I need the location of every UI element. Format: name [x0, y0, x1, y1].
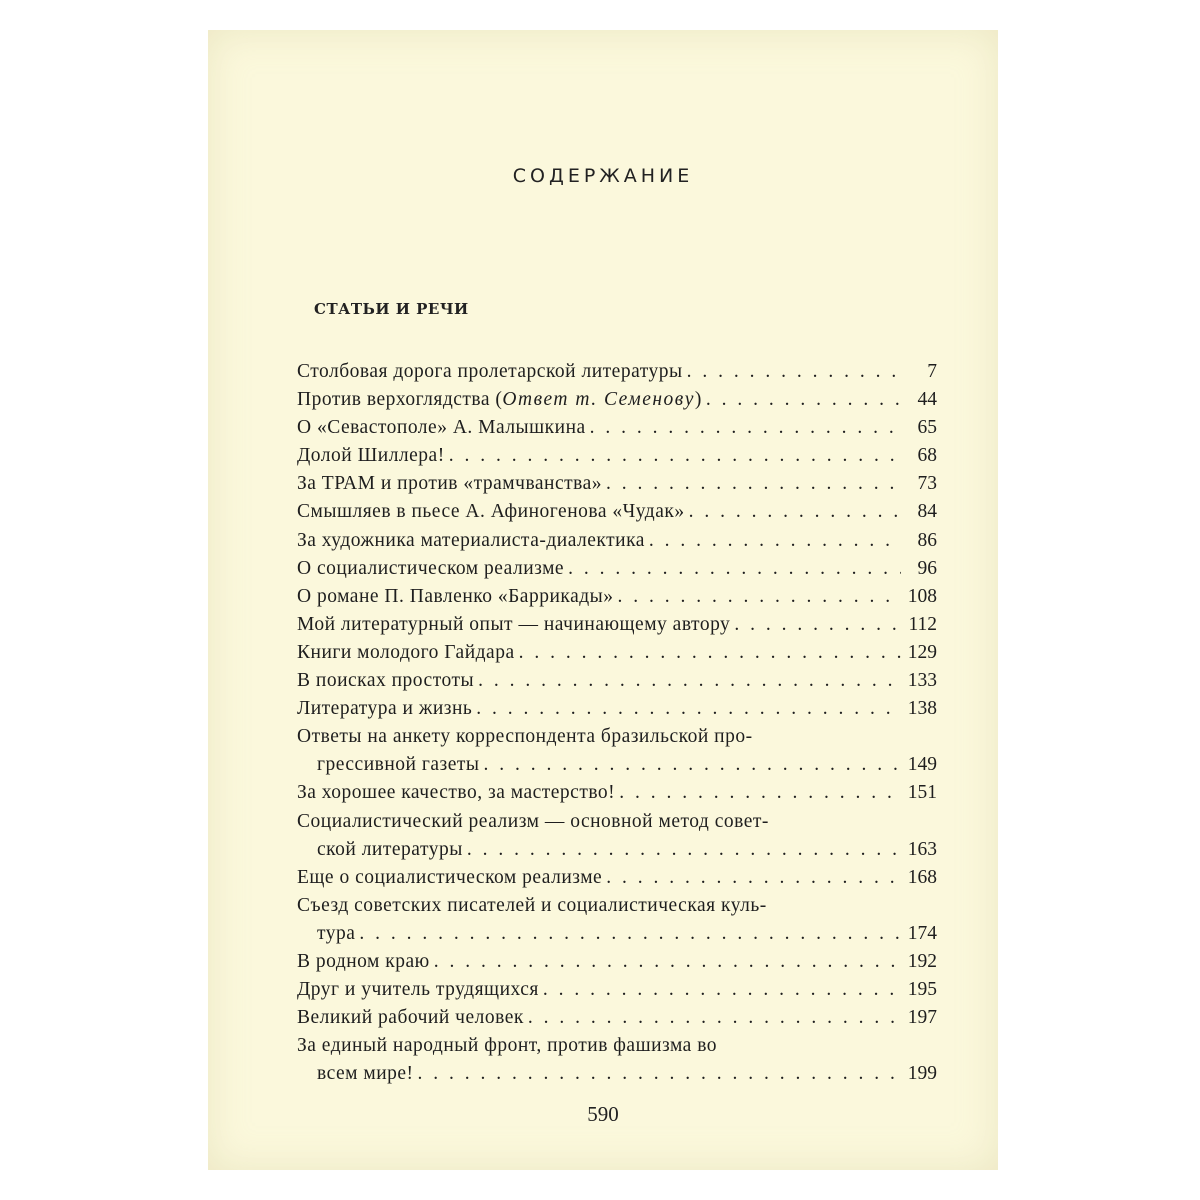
toc-entry-title: За ТРАМ и против «трамчванства» [297, 473, 603, 495]
toc-entry [297, 1004, 937, 1032]
toc-entry-page: 151 [907, 782, 937, 804]
leader-dots [618, 583, 901, 611]
toc-entry-title: За хорошее качество, за мастерство! [297, 782, 616, 804]
toc-entry-title: Съезд советских писателей и социалистическая куль- [297, 894, 767, 916]
toc-entry [297, 751, 937, 779]
toc-entry [297, 358, 937, 386]
leader-dots [359, 920, 901, 948]
toc-entry-title: Великий рабочий человек [297, 1007, 524, 1029]
toc-entry [297, 948, 937, 976]
toc-entry-page: 192 [907, 950, 937, 972]
toc-entry-title: Друг и учитель трудящихся [297, 979, 539, 1001]
leader-dots [543, 976, 901, 1004]
toc-entry-title: Социалистический реализм — основной метод совет- [297, 810, 769, 832]
toc-entry-page: 112 [908, 613, 937, 635]
toc-entry [297, 470, 937, 498]
leader-dots [649, 527, 901, 555]
toc-entry-page: 133 [907, 670, 937, 692]
leader-dots [434, 948, 901, 976]
leader-dots [687, 358, 901, 386]
toc-entry [297, 723, 937, 751]
toc-entry [297, 667, 937, 695]
toc-entry-title: О «Севастополе» А. Малышкина [297, 417, 586, 439]
leader-dots [418, 1060, 901, 1088]
toc-entry [297, 611, 937, 639]
toc-entry-title: Мой литературный опыт — начинающему автору [297, 613, 731, 635]
leader-dots [590, 414, 901, 442]
leader-dots [467, 836, 901, 864]
toc-entry-title: О романе П. Павленко «Баррикады» [297, 585, 614, 607]
toc-entry-page: 108 [907, 585, 937, 607]
leader-dots [568, 555, 901, 583]
toc-entry-page: 197 [907, 1007, 937, 1029]
toc-entry-page: 44 [917, 389, 937, 411]
toc-entry-title: В родном краю [297, 950, 430, 972]
toc-entry [297, 442, 937, 470]
toc-entry [297, 892, 937, 920]
toc-entry-title: Литература и жизнь [297, 698, 473, 720]
toc-entry [297, 498, 937, 526]
leader-dots [528, 1004, 901, 1032]
toc-entry-page: 129 [907, 641, 937, 663]
section-heading: СТАТЬИ И РЕЧИ [314, 300, 469, 318]
toc-entry-page: 86 [917, 529, 937, 551]
toc-entry-title: За единый народный фронт, против фашизма во [297, 1035, 718, 1057]
toc-entry-title: грессивной газеты [317, 754, 480, 776]
leader-dots [606, 470, 901, 498]
toc-entry-page: 168 [907, 866, 937, 888]
toc-entry-title: Смышляев в пьесе А. Афиногенова «Чудак» [297, 501, 685, 523]
toc-entry [297, 555, 937, 583]
toc-entry-title: Ответы на анкету корреспондента бразильской про- [297, 726, 753, 748]
toc-entry [297, 414, 937, 442]
leader-dots [483, 751, 901, 779]
toc-entry [297, 386, 937, 414]
toc-entry-title: Столбовая дорога пролетарской литературы [297, 361, 683, 382]
leader-dots [449, 442, 901, 470]
toc-entry-page: 65 [917, 417, 937, 439]
toc-entry-title: За художника материалиста-диалектика [297, 529, 645, 551]
toc-entry [297, 1060, 937, 1088]
leader-dots [606, 864, 901, 892]
toc-entry [297, 976, 937, 1004]
leader-dots [478, 667, 901, 695]
toc-entry-title: Против верхоглядства (Ответ т. Семенову) [297, 389, 702, 411]
toc-entry [297, 527, 937, 555]
toc-entry [297, 779, 937, 807]
leader-dots [619, 779, 901, 807]
toc-entry-title: тура [317, 922, 356, 944]
toc-entry-title: Долой Шиллера! [297, 445, 445, 467]
page-number: 590 [587, 1102, 619, 1126]
toc-entry-title: всем мире! [317, 1063, 414, 1085]
toc-entry-page: 195 [907, 979, 937, 1001]
toc-entry [297, 583, 937, 611]
toc-entry-page: 84 [917, 501, 937, 523]
toc-entry-page: 163 [907, 838, 937, 860]
toc-entry-page: 138 [907, 698, 937, 720]
toc-entry [297, 695, 937, 723]
toc-entry-title: Еще о социалистическом реализме [297, 866, 603, 888]
toc-entry-page: 7 [927, 361, 937, 382]
toc-entry [297, 864, 937, 892]
toc-entry-title: О социалистическом реализме [297, 557, 565, 579]
leader-dots [689, 498, 901, 526]
toc-entry [297, 1032, 937, 1060]
leader-dots [519, 639, 901, 667]
toc-entry-page: 96 [917, 557, 937, 579]
toc-entry [297, 639, 937, 667]
toc-entry-page: 199 [907, 1063, 937, 1085]
toc-entry-page: 149 [907, 754, 937, 776]
toc-entry-title: ской литературы [317, 838, 463, 860]
toc-entry [297, 836, 937, 864]
toc-entry-page: 68 [917, 445, 937, 467]
toc-entry-page: 174 [907, 922, 937, 944]
toc-entry [297, 808, 937, 836]
leader-dots [476, 695, 901, 723]
book-page [208, 30, 998, 1170]
toc-entry-title: Книги молодого Гайдара [297, 641, 515, 663]
page-title: СОДЕРЖАНИЕ [512, 165, 694, 187]
toc-entry [297, 920, 937, 948]
leader-dots [734, 611, 901, 639]
leader-dots [706, 386, 901, 414]
table-of-contents [297, 358, 937, 1088]
toc-entry-title: В поисках простоты [297, 670, 475, 692]
toc-entry-page: 73 [917, 473, 937, 495]
